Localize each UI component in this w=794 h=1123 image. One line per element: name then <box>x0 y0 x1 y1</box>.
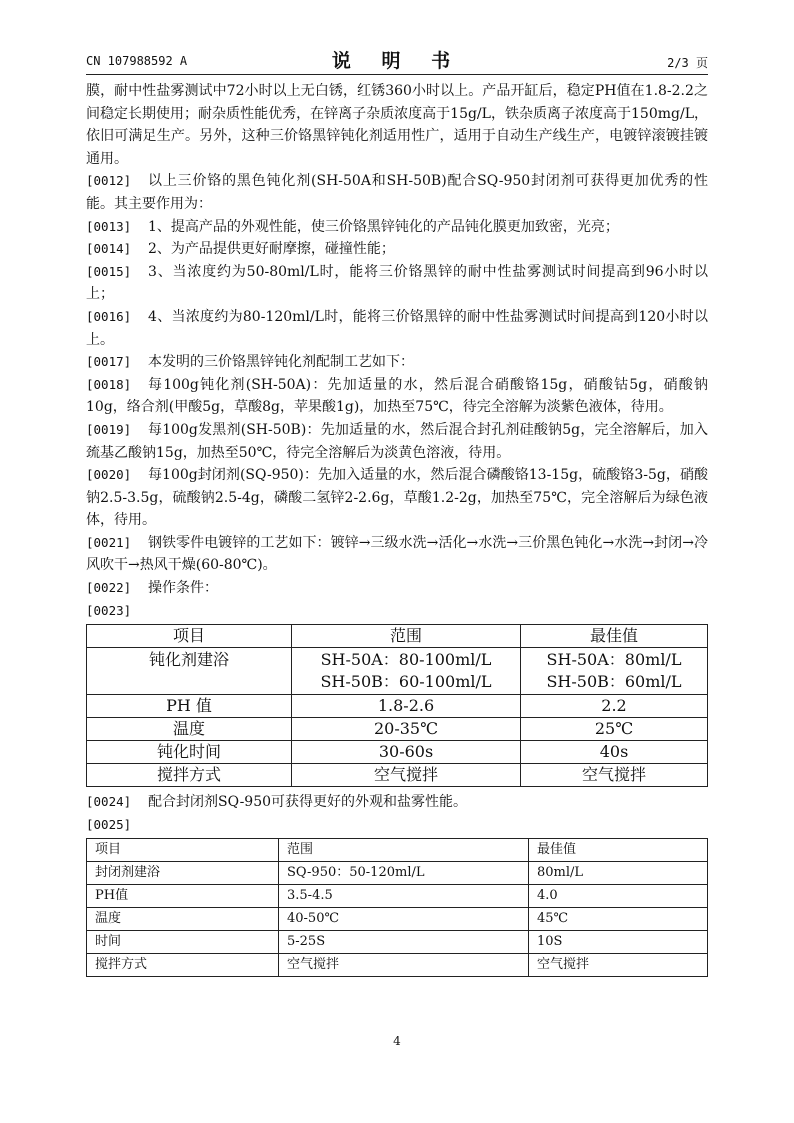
table-row <box>87 764 708 787</box>
table-row <box>87 741 708 764</box>
table-cell: 空气搅拌 <box>521 764 708 787</box>
table-cell: PH值 <box>87 885 279 908</box>
table-cell: 40-50℃ <box>279 908 529 931</box>
document-body <box>86 80 708 977</box>
table-cell: 3.5-4.5 <box>279 885 529 908</box>
table-cell: 空气搅拌 <box>292 764 521 787</box>
table-row <box>87 885 708 908</box>
paragraph-text: 2、为产品提供更好耐摩擦，碰撞性能； <box>148 241 395 258</box>
paragraph-text: 本发明的三价铬黑锌钝化剂配制工艺如下： <box>148 354 414 371</box>
table-cell: 20-35℃ <box>292 718 521 741</box>
table-header-row <box>87 625 708 648</box>
table-header-cell: 范围 <box>279 839 529 862</box>
page-info: 2/3 页 <box>667 56 708 70</box>
table-cell <box>292 648 521 695</box>
table-row <box>87 695 708 718</box>
cell-text: SH-50B：60ml/L <box>546 672 682 692</box>
paragraph-number: [0020] <box>86 467 132 483</box>
page-header <box>86 46 708 72</box>
paragraph-0024 <box>86 791 708 814</box>
table-cell: 10S <box>529 931 708 954</box>
table-cell: 2.2 <box>521 695 708 718</box>
page-number: 4 <box>393 1034 401 1048</box>
table-cell: 40s <box>521 741 708 764</box>
table-cell: 1.8-2.6 <box>292 695 521 718</box>
paragraph-0020 <box>86 464 708 532</box>
paragraph-0025-label: [0025] <box>86 816 132 832</box>
paragraph-text: 每100g发黑剂(SH-50B)：先加适量的水，然后混合封孔剂硅酸钠5g，完全溶解后，加入巯基乙酸钠15g，加热至50℃，待完全溶解后为淡黄色溶液，待用。 <box>86 421 708 461</box>
table-cell: 5-25S <box>279 931 529 954</box>
paragraph-number: [0018] <box>86 376 132 392</box>
table-row <box>87 648 708 695</box>
table-header-cell: 最佳值 <box>529 839 708 862</box>
paragraph-number: [0021] <box>86 534 132 550</box>
paragraph-0021 <box>86 532 708 577</box>
paragraph-0022 <box>86 577 708 600</box>
table-header-row <box>87 839 708 862</box>
document-title: 说 明 书 <box>331 50 463 72</box>
intro-paragraph <box>86 80 708 170</box>
header-rule <box>86 74 708 75</box>
paragraph-text: 3、当浓度约为50-80ml/L时，能将三价铬黑锌的耐中性盐雾测试时间提高到96小时以上； <box>86 263 708 303</box>
paragraph-0018 <box>86 374 708 419</box>
table-cell: 4.0 <box>529 885 708 908</box>
document-id: CN 107988592 A <box>86 54 188 68</box>
paragraph-number: [0016] <box>86 308 132 324</box>
table-cell: 钝化时间 <box>87 741 292 764</box>
paragraph-0017 <box>86 351 708 374</box>
cell-text: SH-50B：60-100ml/L <box>320 672 492 692</box>
table-cell: 空气搅拌 <box>279 954 529 977</box>
table-cell: 时间 <box>87 931 279 954</box>
table-row <box>87 908 708 931</box>
paragraph-0019 <box>86 419 708 464</box>
table-cell: 搅拌方式 <box>87 954 279 977</box>
paragraph-number: [0022] <box>86 580 132 596</box>
table-header-cell: 项目 <box>87 839 279 862</box>
table-header-cell: 范围 <box>292 625 521 648</box>
table-cell: 80ml/L <box>529 862 708 885</box>
table-cell: 温度 <box>87 908 279 931</box>
table-header-cell: 最佳值 <box>521 625 708 648</box>
table-row <box>87 718 708 741</box>
table-cell: 温度 <box>87 718 292 741</box>
cell-text: 钝化剂建浴 <box>148 650 229 670</box>
table-cell: 空气搅拌 <box>529 954 708 977</box>
paragraph-text: 以上三价铬的黑色钝化剂(SH-50A和SH-50B)配合SQ-950封闭剂可获得更加优秀的性能。其主要作用为： <box>86 173 708 212</box>
paragraph-text: 1、提高产品的外观性能，使三价铬黑锌钝化的产品钝化膜更加致密，光亮； <box>148 218 619 235</box>
table-cell <box>87 648 292 695</box>
paragraph-text: 4、当浓度约为80-120ml/L时，能将三价铬黑锌的耐中性盐雾测试时间提高到120小时以上。 <box>86 308 708 348</box>
paragraph-0016 <box>86 306 708 351</box>
paragraph-0023-label: [0023] <box>86 602 132 618</box>
intro-text: 膜，耐中性盐雾测试中72小时以上无白锈，红锈360小时以上。产品开缸后，稳定PH值在1.8-2.2之间稳定长期使用；耐杂质性能优秀，在锌离子杂质浓度高于15g/L，铁杂质离子浓度高于150mg/L，依旧可满足生产。另外，这种三价铬黑锌钝化剂适用性广，适用于自动生产线生产，电镀锌滚镀挂镀通用。 <box>86 83 708 167</box>
table-cell <box>521 648 708 695</box>
table-row <box>87 862 708 885</box>
table-row <box>87 954 708 977</box>
paragraph-text: 钢铁零件电镀锌的工艺如下：镀锌→三级水洗→活化→水洗→三价黑色钝化→水洗→封闭→冷风吹干→热风干燥(60-80℃)。 <box>86 534 708 574</box>
paragraph-number: [0019] <box>86 421 132 437</box>
paragraph-text: 每100g封闭剂(SQ-950)：先加入适量的水，然后混合磷酸铬13-15g，硫酸铬3-5g，硝酸钠2.5-3.5g，硫酸钠2.5-4g，磷酸二氢锌2-2.6g，草酸1.2-2g，加热至75℃，完全溶解后为绿色液体，待用。 <box>86 467 708 529</box>
table-cell: 搅拌方式 <box>87 764 292 787</box>
table-cell: 25℃ <box>521 718 708 741</box>
paragraph-number: [0015] <box>86 263 132 279</box>
cell-text: SH-50A：80-100ml/L <box>320 650 492 670</box>
paragraph-0012 <box>86 170 708 215</box>
paragraph-0013 <box>86 216 708 239</box>
paragraph-text: 每100g钝化剂(SH-50A)：先加适量的水，然后混合硝酸铬15g，硝酸钴5g，硝酸钠10g，络合剂(甲酸5g，草酸8g，苹果酸1g)，加热至75℃，待完全溶解为淡紫色液体，待用。 <box>86 376 708 416</box>
paragraph-number: [0014] <box>86 241 132 257</box>
table-row <box>87 931 708 954</box>
sealing-conditions-table <box>86 838 708 977</box>
paragraph-text: 配合封闭剂SQ-950可获得更好的外观和盐雾性能。 <box>148 794 468 811</box>
table-cell: 封闭剂建浴 <box>87 862 279 885</box>
paragraph-number: [0013] <box>86 218 132 234</box>
paragraph-0015 <box>86 261 708 306</box>
paragraph-number: [0012] <box>86 173 132 189</box>
table-cell: SQ-950：50-120ml/L <box>279 862 529 885</box>
paragraph-text: 操作条件： <box>148 580 218 597</box>
paragraph-number: [0024] <box>86 794 132 810</box>
table-cell: 30-60s <box>292 741 521 764</box>
paragraph-0014 <box>86 238 708 261</box>
paragraph-number: [0017] <box>86 354 132 370</box>
passivation-conditions-table <box>86 624 708 787</box>
table-cell: 45℃ <box>529 908 708 931</box>
cell-text: SH-50A：80ml/L <box>546 650 682 670</box>
table-cell: PH 值 <box>87 695 292 718</box>
table-header-cell: 项目 <box>87 625 292 648</box>
